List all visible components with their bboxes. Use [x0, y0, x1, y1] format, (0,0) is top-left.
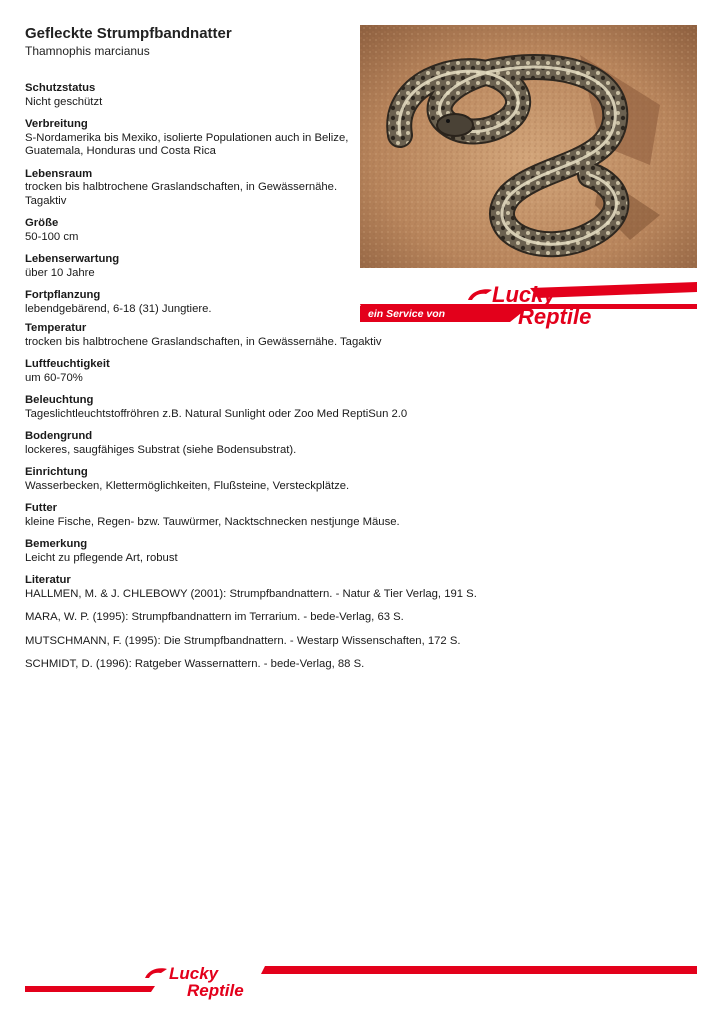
fact-lebenserwartung	[25, 253, 355, 280]
literature-entry: HALLMEN, M. & J. CHLEBOWY (2001): Strumpfbandnattern. - Natur & Tier Verlag, 191 S.	[25, 587, 477, 600]
literature-entry: MARA, W. P. (1995): Strumpfbandnattern im Terrarium. - bede-Verlag, 63 S.	[25, 611, 404, 623]
footer-banner	[25, 962, 697, 1000]
fact-bemerkung	[25, 538, 695, 565]
fact-list	[25, 82, 355, 325]
fact-value: 50-100 cm	[25, 230, 79, 243]
logo-word-lucky: Lucky	[492, 282, 556, 307]
footer-logo-word-lucky: Lucky	[169, 964, 219, 983]
fact-value: lebendgebärend, 6-18 (31) Jungtiere.	[25, 302, 212, 315]
fact-value: S-Nordamerika bis Mexiko, isolierte Populationen auch in Belize, Guatemala, Honduras und Costa Rica	[25, 131, 349, 157]
literature-entry: SCHMIDT, D. (1996): Ratgeber Wassernattern. - bede-Verlag, 88 S.	[25, 658, 365, 670]
fact-label: Luftfeuchtigkeit	[25, 358, 110, 370]
fact-luftfeuchtigkeit	[25, 358, 695, 385]
fact-label: Einrichtung	[25, 466, 88, 478]
fact-label: Temperatur	[25, 322, 87, 334]
fact-einrichtung	[25, 466, 695, 493]
snake-photo	[360, 25, 697, 268]
fact-value: Nicht geschützt	[25, 95, 103, 108]
fact-label: Fortpflanzung	[25, 289, 101, 301]
footer-stripe-left	[25, 986, 155, 992]
literature-section	[25, 574, 695, 588]
fact-label: Verbreitung	[25, 118, 88, 130]
fact-label: Schutzstatus	[25, 82, 96, 94]
fact-value: Leicht zu pflegende Art, robust	[25, 551, 178, 564]
logo-word-reptile: Reptile	[518, 304, 592, 329]
service-banner	[360, 280, 697, 330]
fact-groesse	[25, 217, 355, 244]
fact-value: lockeres, saugfähiges Substrat (siehe Bodensubstrat).	[25, 443, 297, 456]
literature-label: Literatur	[25, 574, 71, 586]
page-title: Gefleckte Strumpfbandnatter	[25, 25, 232, 42]
fact-label: Lebensraum	[25, 167, 93, 180]
fact-value: Tageslichtleuchtstoffröhren z.B. Natural Sunlight oder Zoo Med ReptiSun 2.0	[25, 407, 408, 420]
fact-value: trocken bis halbtrochene Graslandschaften, in Gewässernähe. Tagaktiv	[25, 335, 382, 348]
fact-value: um 60-70%	[25, 371, 83, 384]
fact-value: über 10 Jahre	[25, 266, 95, 279]
fact-list-wide	[25, 322, 695, 682]
service-text: ein Service von	[368, 308, 446, 320]
footer-stripe-right	[261, 966, 697, 974]
footer-logo-word-reptile: Reptile	[187, 981, 244, 1000]
literature-entry: MUTSCHMANN, F. (1995): Die Strumpfbandnattern. - Westarp Wissenschaften, 172 S.	[25, 634, 461, 647]
fact-futter	[25, 502, 695, 529]
fact-label: Größe	[25, 217, 59, 229]
fact-value: Wasserbecken, Klettermöglichkeiten, Flußsteine, Versteckplätze.	[25, 479, 350, 492]
footer-logo-lizard-icon	[145, 968, 167, 978]
fact-label: Bemerkung	[25, 538, 88, 550]
fact-value: kleine Fische, Regen- bzw. Tauwürmer, Nacktschnecken nestjunge Mäuse.	[25, 515, 400, 528]
fact-label: Beleuchtung	[25, 394, 94, 406]
logo-lizard-icon	[468, 289, 492, 300]
fact-verbreitung	[25, 118, 355, 159]
fact-fortpflanzung	[25, 289, 355, 316]
fact-bodengrund	[25, 430, 695, 457]
fact-label: Lebenserwartung	[25, 253, 120, 265]
scientific-name: Thamnophis marcianus	[25, 44, 150, 58]
fact-beleuchtung	[25, 394, 695, 421]
fact-value: trocken bis halbtrochene Graslandschaften, in Gewässernähe. Tagaktiv	[25, 181, 338, 207]
fact-label: Bodengrund	[25, 430, 93, 442]
fact-schutzstatus	[25, 82, 355, 109]
fact-label: Futter	[25, 502, 58, 514]
fact-lebensraum	[25, 168, 355, 209]
